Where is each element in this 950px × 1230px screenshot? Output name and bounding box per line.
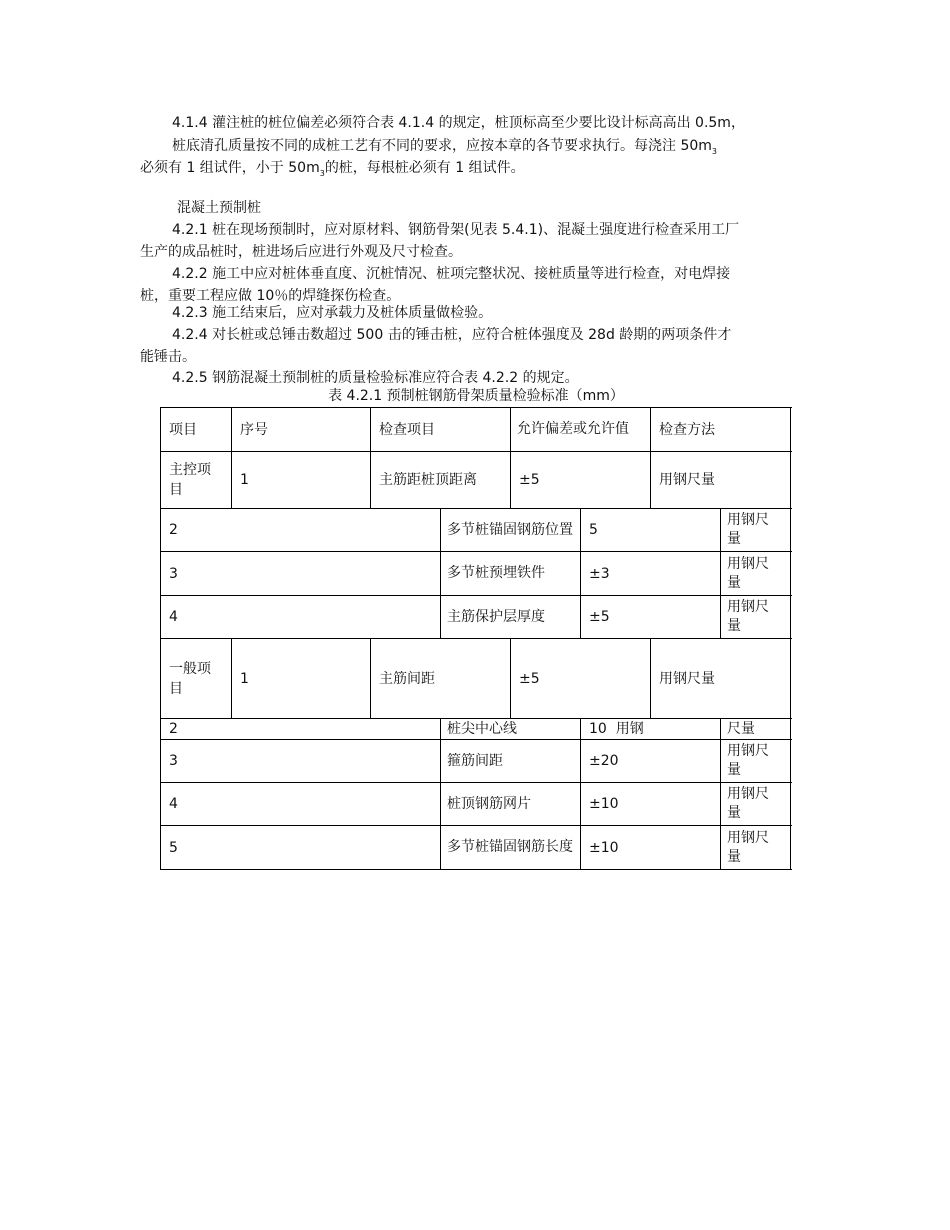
main-row-3-item: 多节桩预埋铁件 — [447, 565, 545, 581]
general-row-5-method: 用钢尺量 — [727, 829, 769, 865]
section-heading: 混凝土预制桩 — [177, 200, 261, 216]
header-seq: 序号 — [240, 421, 268, 438]
header-check-item: 检查项目 — [379, 421, 435, 438]
main-row-4-seq: 4 — [169, 609, 178, 625]
para-414-line-2-text: 桩底清孔质量按不同的成桩工艺有不同的要求，应按本章的各节要求执行。每浇注 50m — [172, 138, 712, 154]
general-row-5-tolerance: ±10 — [589, 839, 619, 856]
general-row-5-seq: 5 — [169, 839, 178, 856]
main-row-3-tolerance: ±3 — [589, 565, 610, 582]
general-row-3-method: 用钢尺量 — [727, 743, 769, 778]
main-row-1-method: 用钢尺量 — [659, 472, 715, 488]
general-row-4-tolerance: ±10 — [589, 796, 619, 812]
main-row-1-tolerance: ±5 — [519, 472, 540, 488]
general-row-4-method: 用钢尺量 — [727, 786, 769, 821]
main-row-3-method: 用钢尺量 — [727, 555, 769, 591]
para-424-line-1: 4.2.4 对长桩或总锤击数超过 500 击的锤击桩，应符合桩体强度及 28d 龄期的两项条件才 — [172, 327, 732, 343]
general-row-2-seq: 2 — [169, 721, 178, 737]
main-row-4-tolerance: ±5 — [589, 609, 610, 625]
main-row-1-item: 主筋距桩顶距离 — [379, 472, 477, 488]
general-row-1-tolerance: ±5 — [519, 670, 540, 687]
general-row-2-item: 桩尖中心线 — [447, 720, 517, 737]
table-border-bottom — [160, 869, 792, 870]
para-421-line-1: 4.2.1 桩在现场预制时，应对原材料、钢筋骨架(见表 5.4.1)、混凝土强度进行检查采用工厂 — [172, 222, 740, 238]
table-caption: 表 4.2.1 预制桩钢筋骨架质量检验标准（mm） — [328, 388, 624, 404]
header-item: 项目 — [169, 421, 197, 438]
main-row-3-seq: 3 — [169, 565, 178, 582]
para-414-line-3-subscript: 3 — [319, 169, 325, 178]
header-method: 检查方法 — [659, 421, 715, 438]
para-422-line-1: 4.2.2 施工中应对桩体垂直度、沉桩情况、桩项完整状况、接桩质量等进行检查，对电焊接 — [172, 266, 731, 282]
general-row-4-seq: 4 — [169, 796, 178, 812]
main-row-4-method: 用钢尺量 — [727, 599, 769, 634]
general-row-1-seq: 1 — [240, 670, 249, 687]
general-row-1-method: 用钢尺量 — [659, 670, 715, 687]
general-row-1-item: 主筋间距 — [379, 670, 435, 687]
para-414-line-2 — [172, 136, 717, 156]
para-424-line-2: 能锤击。 — [140, 349, 196, 365]
general-row-3-item: 箍筋间距 — [447, 752, 503, 769]
main-row-2-tolerance: 5 — [589, 522, 598, 538]
para-423: 4.2.3 施工结束后，应对承载力及桩体质量做检验。 — [172, 305, 493, 321]
general-row-3-seq: 3 — [169, 753, 178, 769]
main-row-1-seq: 1 — [240, 472, 249, 488]
group-main-control: 主控项目 — [169, 462, 211, 498]
header-tolerance: 允许偏差或允许值 — [517, 421, 629, 437]
para-421-line-2: 生产的成品桩时，桩进场后应进行外观及尺寸检查。 — [140, 244, 462, 260]
group-general: 一般项目 — [169, 660, 211, 697]
general-row-2-tolerance: 10 用钢 — [589, 721, 644, 737]
para-414-line-3-text-a: 必须有 1 组试件，小于 50m — [140, 160, 320, 176]
para-414-line-1: 4.1.4 灌注桩的桩位偏差必须符合表 4.1.4 的规定，桩顶标高至少要比设计标高高出 0.5m， — [172, 115, 745, 131]
general-row-5-item: 多节桩锚固钢筋长度 — [447, 839, 573, 855]
para-414-line-3 — [140, 158, 525, 178]
para-414-line-2-subscript: 3 — [711, 147, 717, 156]
main-row-2-item: 多节桩锚固钢筋位置 — [447, 521, 573, 538]
main-row-2-seq: 2 — [169, 522, 178, 538]
para-425: 4.2.5 钢筋混凝土预制桩的质量检验标准应符合表 4.2.2 的规定。 — [172, 370, 579, 386]
general-row-2-method: 尺量 — [727, 720, 755, 737]
main-row-4-item: 主筋保护层厚度 — [447, 608, 545, 625]
para-422-line-2: 桩，重要工程应做 10％的焊缝探伤检查。 — [140, 288, 401, 304]
main-row-2-method: 用钢尺量 — [727, 512, 769, 547]
para-414-line-3-text-b: 的桩，每根桩必须有 1 组试件。 — [324, 160, 525, 176]
general-row-4-item: 桩顶钢筋网片 — [447, 795, 531, 812]
table-border-right — [790, 407, 791, 870]
general-row-3-tolerance: ±20 — [589, 753, 619, 769]
